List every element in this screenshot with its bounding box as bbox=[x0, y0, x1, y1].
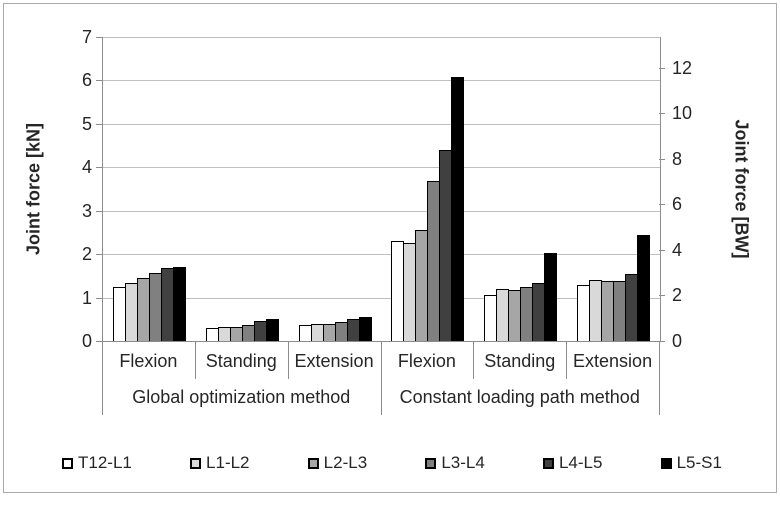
bar-cluster-standing bbox=[196, 37, 289, 341]
left-axis-tick bbox=[96, 37, 102, 38]
legend-item bbox=[661, 453, 722, 473]
legend-swatch-icon bbox=[543, 458, 554, 469]
left-axis-tick bbox=[96, 254, 102, 255]
bar-cluster-standing bbox=[474, 37, 567, 341]
left-axis-tick-label: 1 bbox=[81, 287, 92, 308]
left-axis-tick-label: 6 bbox=[81, 70, 92, 91]
group-separator bbox=[659, 341, 660, 415]
bar-L5-S1 bbox=[359, 317, 372, 341]
right-axis-tick bbox=[659, 295, 665, 296]
legend-label: L1-L2 bbox=[206, 453, 250, 472]
right-axis-tick-label: 0 bbox=[672, 331, 683, 351]
left-axis-tick-label: 3 bbox=[81, 200, 92, 221]
right-axis-tick bbox=[659, 159, 665, 160]
legend-swatch-icon bbox=[308, 458, 319, 469]
x-category-label: Flexion bbox=[119, 351, 178, 371]
left-axis-tick bbox=[96, 124, 102, 125]
category-separator bbox=[288, 341, 289, 379]
legend-item bbox=[308, 453, 367, 473]
chart-frame bbox=[3, 3, 777, 493]
legend-label: L5-S1 bbox=[676, 453, 722, 472]
x-category-label: Extension bbox=[573, 351, 653, 371]
bar-L5-S1 bbox=[544, 253, 557, 341]
bar-L5-S1 bbox=[173, 267, 186, 341]
right-axis-title: Joint force [BW] bbox=[731, 119, 752, 259]
right-axis-tick-label: 6 bbox=[672, 194, 683, 215]
category-separator bbox=[473, 341, 474, 379]
legend-item bbox=[425, 453, 484, 473]
bar-L5-S1 bbox=[266, 319, 279, 341]
bar-cluster-flexion bbox=[382, 37, 475, 341]
category-separator bbox=[566, 341, 567, 379]
legend-item bbox=[543, 453, 602, 473]
legend-swatch-icon bbox=[62, 458, 73, 469]
legend-label: T12-L1 bbox=[78, 453, 132, 472]
plot-area bbox=[102, 37, 661, 341]
left-axis-tick bbox=[96, 211, 102, 212]
bar-cluster-extension bbox=[289, 37, 382, 341]
right-axis-tick-label: 10 bbox=[672, 103, 693, 124]
right-axis-tick-label: 8 bbox=[672, 148, 683, 169]
left-axis-tick-label: 5 bbox=[81, 113, 92, 134]
legend-item bbox=[190, 453, 249, 473]
legend-swatch-icon bbox=[190, 458, 201, 469]
left-axis-tick-label: 2 bbox=[81, 244, 92, 265]
left-axis-tick-label: 0 bbox=[81, 331, 92, 351]
x-category-label: Standing bbox=[484, 351, 556, 371]
legend-item bbox=[62, 453, 132, 473]
bar-cluster-extension bbox=[567, 37, 660, 341]
x-group-label: Global optimization method bbox=[132, 387, 351, 407]
legend-swatch-icon bbox=[661, 458, 672, 469]
left-axis-tick-label: 7 bbox=[81, 27, 92, 47]
x-category-label: Flexion bbox=[397, 351, 456, 371]
legend-label: L2-L3 bbox=[323, 453, 368, 472]
legend bbox=[62, 451, 722, 475]
right-axis-tick bbox=[659, 204, 665, 205]
bar-L5-S1 bbox=[451, 77, 464, 341]
bar-cluster-flexion bbox=[103, 37, 196, 341]
legend-label: L3-L4 bbox=[441, 453, 485, 472]
legend-swatch-icon bbox=[425, 458, 436, 469]
right-axis-tick-label: 12 bbox=[672, 57, 693, 78]
category-separator bbox=[195, 341, 196, 379]
left-axis-tick bbox=[96, 80, 102, 81]
x-category-label: Extension bbox=[294, 351, 374, 371]
right-axis-tick-label: 4 bbox=[672, 239, 683, 260]
left-axis-tick-label: 4 bbox=[81, 157, 92, 178]
left-axis-tick bbox=[96, 167, 102, 168]
right-axis-tick bbox=[659, 250, 665, 251]
right-axis-tick bbox=[659, 113, 665, 114]
bar-L5-S1 bbox=[637, 235, 650, 341]
x-category-label: Standing bbox=[205, 351, 277, 371]
left-axis-tick bbox=[96, 298, 102, 299]
right-axis-tick bbox=[659, 68, 665, 69]
legend-label: L4-L5 bbox=[558, 453, 603, 472]
left-axis-title: Joint force [kN] bbox=[23, 122, 44, 256]
x-group-label: Constant loading path method bbox=[399, 387, 640, 407]
right-axis-tick-label: 2 bbox=[672, 285, 683, 306]
